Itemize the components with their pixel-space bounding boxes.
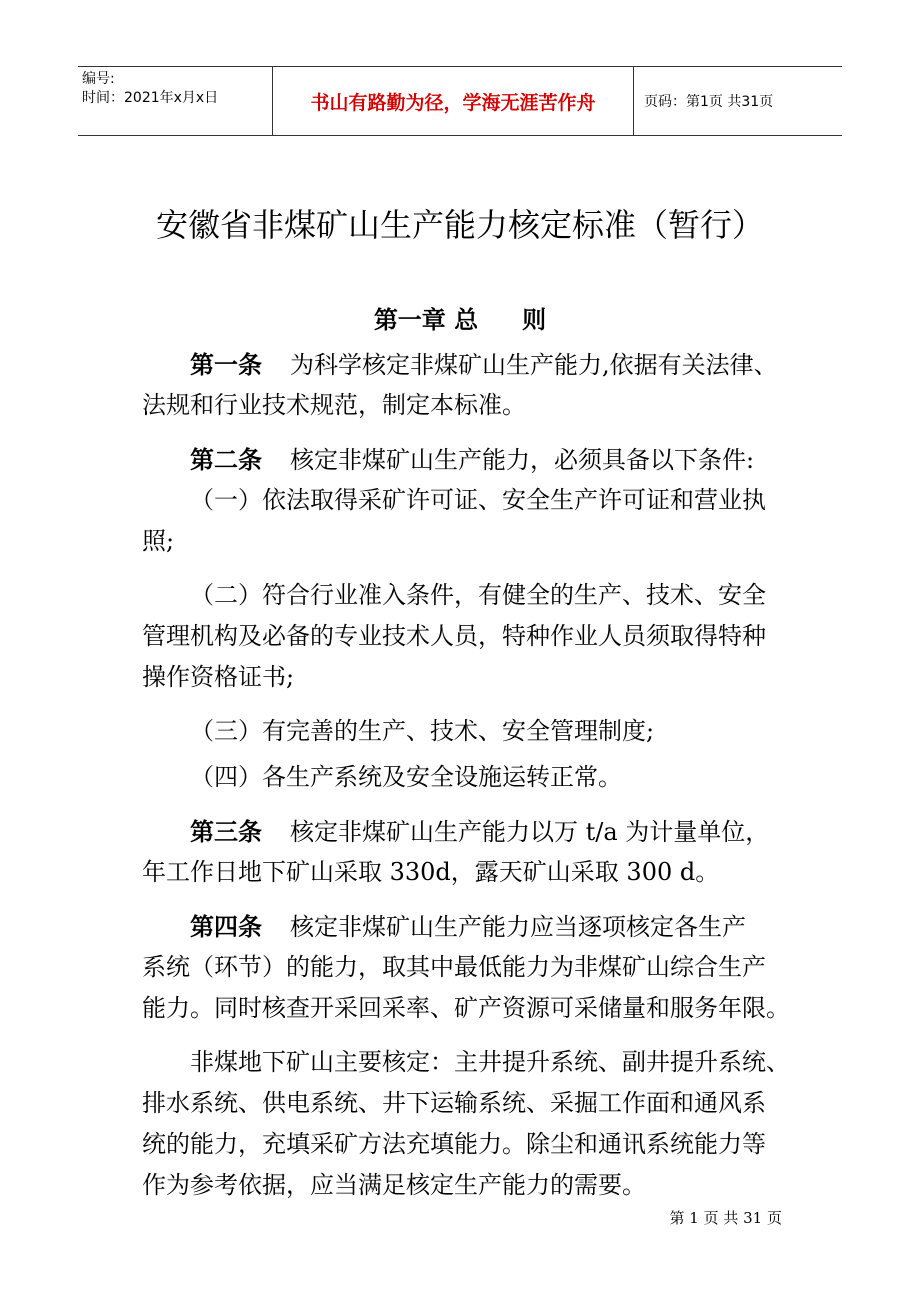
paragraph-5-line-1: 非煤地下矿山主要核定：主井提升系统、副井提升系统、 xyxy=(190,1048,790,1076)
paragraph-5-line-4: 作为参考依据，应当满足核定生产能力的需要。 xyxy=(142,1171,646,1199)
article-3-text: 核定非煤矿山生产能力以万 t/a 为计量单位， xyxy=(290,818,770,846)
article-4-line-2: 系统（环节）的能力，取其中最低能力为非煤矿山综合生产 xyxy=(142,953,766,981)
document-body xyxy=(142,344,792,1206)
article-4-label: 第四条 xyxy=(190,912,262,941)
article-1-line-2: 法规和行业技术规范，制定本标准。 xyxy=(142,391,526,419)
article-4-text: 核定非煤矿山生产能力应当逐项核定各生产 xyxy=(290,913,746,941)
document-title: 安徽省非煤矿山生产能力核定标准（暂行） xyxy=(155,206,764,244)
article-3-line xyxy=(142,811,792,852)
article-2-item-2-cont: 管理机构及必备的专业技术人员，特种作业人员须取得特种 xyxy=(142,622,766,650)
document-header xyxy=(78,66,842,136)
article-2-label: 第二条 xyxy=(190,445,262,474)
page-footer: 第 1 页 共 31 页 xyxy=(669,1209,782,1227)
article-3-label: 第三条 xyxy=(190,817,262,846)
document-date: 时间：2021年x月x日 xyxy=(82,90,219,106)
chapter-heading-part1: 第一章 总 xyxy=(373,305,479,334)
document-number-label: 编号: xyxy=(82,71,115,87)
article-4-line xyxy=(142,906,792,947)
header-motto: 书山有路勤为径，学海无涯苦作舟 xyxy=(272,67,634,135)
chapter-heading xyxy=(0,300,920,335)
article-2-item-1: （一）依法取得采矿许可证、安全生产许可证和营业执 xyxy=(190,486,766,514)
article-2-item-2-cont-2: 操作资格证书; xyxy=(142,663,295,691)
paragraph-5-line-3: 统的能力，充填采矿方法充填能力。除尘和通讯系统能力等 xyxy=(142,1130,766,1158)
article-2-item-2: （二）符合行业准入条件，有健全的生产、技术、安全 xyxy=(190,581,766,609)
article-2-item-4: （四）各生产系统及安全设施运转正常。 xyxy=(190,763,622,791)
article-2-line xyxy=(142,439,792,480)
article-2-item-1-cont: 照; xyxy=(142,527,175,555)
article-1-text: 为科学核定非煤矿山生产能力,依据有关法律、 xyxy=(290,351,778,379)
header-meta xyxy=(78,67,272,135)
paragraph-5-line-2: 排水系统、供电系统、井下运输系统、采掘工作面和通风系 xyxy=(142,1089,766,1117)
article-2-item-3: （三）有完善的生产、技术、安全管理制度; xyxy=(190,717,655,745)
header-page-info: 页码：第1页 共31页 xyxy=(644,94,774,110)
article-3-line-2: 年工作日地下矿山采取 330d，露天矿山采取 300 d。 xyxy=(142,858,720,886)
article-2-text: 核定非煤矿山生产能力，必须具备以下条件: xyxy=(290,446,755,474)
chapter-heading-part2: 则 xyxy=(522,305,547,334)
article-1-label: 第一条 xyxy=(190,350,262,379)
article-1-line xyxy=(142,344,792,385)
article-4-line-3: 能力。同时核查开采回采率、矿产资源可采储量和服务年限。 xyxy=(142,994,790,1022)
